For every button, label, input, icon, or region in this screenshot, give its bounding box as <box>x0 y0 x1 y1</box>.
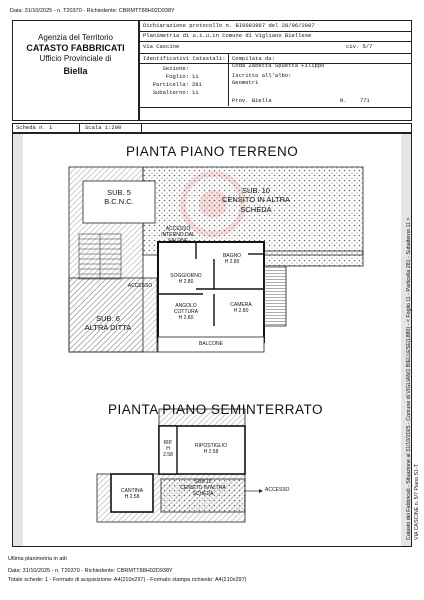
angolo-cottura-label: ANGOLO COTTURA H 2.80 <box>173 303 199 321</box>
agency-name: Agenzia del Territorio <box>37 33 113 42</box>
camera-label: CAMERA H 2.80 <box>230 302 252 314</box>
drawing-frame <box>12 133 412 547</box>
side-address-text: VIA CASCINE n. 5/7 Piano S1-T <box>414 464 420 540</box>
ground-floor-title: PIANTA PIANO TERRENO <box>126 144 299 159</box>
sheet-scale-bar <box>12 123 412 133</box>
ultima-planimetria: Ultima planimetria in atti <box>8 556 67 562</box>
bagno-label: BAGNO H 2.80 <box>222 253 242 265</box>
ufficio-city: Biella <box>63 66 88 76</box>
declaration-line: Dichiarazione protocollo n. BI0083967 del 28/06/2007 <box>143 22 315 29</box>
footer-stamp: Data: 31/10/2025 - n. T20370 - Richiedente: CBRMTT88H02D938Y <box>8 568 173 574</box>
balcone-label: BALCONE <box>199 341 223 347</box>
subalterno-value: 11 <box>192 89 199 96</box>
compiled-label: Compilata da: <box>232 55 275 62</box>
ripostiglio-label: RIPOSTIGLIO H 2.58 <box>195 443 227 455</box>
identifiers-title: Identificativi Catastali: <box>143 55 226 62</box>
basement-title: PIANTA PIANO SEMINTERRATO <box>108 402 324 417</box>
top-stamp: Data: 31/10/2025 - n. T20370 - Richiedente: CBRMTT88H02D938Y <box>10 8 175 14</box>
catasto-title: CATASTO FABBRICATI <box>26 43 125 53</box>
compiled-name: Coda Zabetta Spuetta Filippo <box>232 62 325 69</box>
protocol-number: BI0083967 <box>235 22 266 29</box>
cantina-label: CANTINA H 2.58 <box>121 488 143 500</box>
ufficio-label: Ufficio Provinciale di <box>39 54 112 63</box>
sub5-label: SUB. 5 B.C.N.C. <box>104 188 134 207</box>
accesso-interno-label: ACCESSO INTERNO DAL SALONE <box>161 226 195 244</box>
agency-header <box>12 20 139 121</box>
basement-accesso-label: ACCESSO <box>265 487 290 493</box>
declaration-date: 28/06/2007 <box>281 22 315 29</box>
foglio-label: Foglio: <box>165 73 189 80</box>
address-street: Via Cascine <box>143 43 180 50</box>
province: Prov. Biella <box>232 97 272 104</box>
soggiorno-label: SOGGIORNO H 2.80 <box>170 273 202 285</box>
particella-value: 281 <box>192 81 202 88</box>
sub12-label: SUB.12 CENSITO IN ALTRA SCHEDA <box>180 479 226 497</box>
scheda-number: Scheda n. 1 <box>16 124 53 131</box>
sub10-label: SUB. 10 CENSITO IN ALTRA SCHEDA <box>221 186 291 214</box>
subalterno-label: Subalterno: <box>152 89 189 96</box>
register-label: Iscritto all'albo: <box>232 72 292 79</box>
sub6-label: SUB. 6 ALTRA DITTA <box>84 314 132 333</box>
register-number: N. 771 <box>340 97 370 104</box>
particella-label: Particella: <box>152 81 189 88</box>
declaration-header <box>139 20 412 121</box>
accesso-left-label: ACCESSO <box>127 283 153 289</box>
footer-format: Totale schede: 1 - Formato di acquisizione: A4(210x297) - Formato stampa richiesto: A4(210x297) <box>8 577 247 583</box>
plan-subject: Planimetria di u.i.u.in Comune di Vigliano Biellese <box>143 32 312 39</box>
basement-floor-plan <box>97 409 263 522</box>
scale-value: Scala 1:200 <box>85 124 122 131</box>
rip-label: RIP. H 2.58 <box>163 440 173 458</box>
side-situation-text: Catasto dei Fabbricati - Situazione al 31/10/2025 - Comune di VIGLIANO BIELLESE(L880) - < Foglio 11 - Particella 281 - Subalterno 11 > <box>406 217 412 540</box>
sezione-label: Sezione: <box>162 65 189 72</box>
foglio-value: 11 <box>192 73 199 80</box>
register-value: Geometri <box>232 79 259 86</box>
address-civ: civ. 5/7 <box>346 43 373 50</box>
